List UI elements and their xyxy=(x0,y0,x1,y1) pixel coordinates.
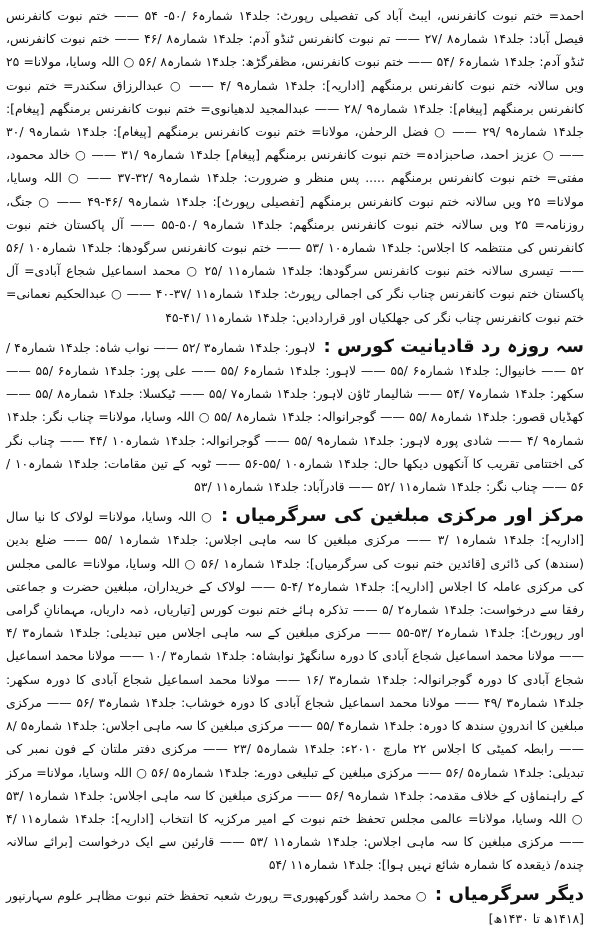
course-entries: لاہور: جلد۱۴ شمارہ۳ /۵۲ —— نواب شاہ: جلد۱۴ شمارہ۴ /۵۲ —— خانیوال: جلد۱۴ شمارہ۶ /۵۵ —— لاہور: جلد۱۴ شمارہ۶ /۵۵ —— علی پور: جلد۱۴ شمارہ۶ /۵۵ —— سکھر: جلد۱۴ شمارہ۷ /۵۴ —— شالیمار ٹاؤن لاہور: جلد۱۴ شمارہ۷ /۵۵ —— ٹیکسلا: جلد۱۴ شمارہ۸ /۵۵ —— کھڈیاں قصور: جلد۱۴ شمارہ۸ /۵۵ —— گوجرانوالہ: جلد۱۴ شمارہ۸ /۵۵ ○ اللہ وسایا، مولانا= چناب نگر: جلد۱۴ شمارہ۹ /۴ —— شادی پورہ لاہور: جلد۱۴ شمارہ۹ /۵۵ —— گوجرانوالہ: جلد۱۴ شمارہ۱۰ /۴۴ —— چناب نگر کی اختتامی تقریب کا آنکھوں دیکھا حال: جلد۱۴ شمارہ۱۰ /۵۵-۵۶ —— ٹوبہ کے تین مقامات: جلد۱۴ شمارہ۱۰ /۵۶ —— چناب نگر: جلد۱۴ شمارہ۱۱ /۵۲ —— قادرآباد: جلد۱۴ شمارہ۱۱ /۵۳ xyxy=(6,339,584,495)
index-page xyxy=(6,4,584,940)
center-activities-entries: ○ اللہ وسایا، مولانا= لولاک کا نیا سال [اداریہ]: جلد۱۴ شمارہ۱ /۳ —— مرکزی مبلغین کا سہ ماہی اجلاس: جلد۱۴ شمارہ۱ /۵۵ —— ضلع بدین (سندھ) کی ڈائری [قائدین ختم نبوت کی سرگرمیاں]: جلد۱۴ شمارہ۱ /۵۶ ○ اللہ وسایا، مولانا= عالمی مجلس کی مرکزی عاملہ کا اجلاس [اداریہ]: جلد۱۴ شمارہ۲ /۴-۵ —— لولاک کے خریداران، مبلغین حضرت و جماعتی رفقا سے درخواست: جلد۱۴ شمارہ۲ /۵ —— تذکرہ ہائے ختم نبوت کورس [تیاریاں، ذمہ داریاں، مہمانانِ گرامی اور رپورٹ]: جلد۱۴ شمارہ۲ /۵۳-۵۵ —— مرکزی مبلغین کے سہ ماہی اجلاس میں تبدیلی: جلد۱۴ شمارہ۳ /۴ —— مولانا محمد اسماعیل شجاع آبادی کا دورہ سانگھڑ نوابشاہ: جلد۱۴ شمارہ۳ /۱۰ —— مولانا محمد اسماعیل شجاع آبادی کا دورہ گوجرانوالہ: جلد۱۴ شمارہ۳ /۱۶ —— مولانا محمد اسماعیل شجاع آبادی کا دورہ سکھر: جلد۱۴ شمارہ۳ /۴۹ —— مولانا محمد اسماعیل شجاع آبادی کا دورہ خوشاب: جلد۱۴ شمارہ۳ /۵۶ —— مرکزی مبلغین کا اندرونِ سندھ کا دورہ: جلد۱۴ شمارہ۴ /۵۵ —— مرکزی مبلغین کا سہ ماہی اجلاس: جلد۱۴ شمارہ۵ /۸ —— رابطہ کمیٹی کا اجلاس ۲۲ مارچ ۲۰۱۰ء: جلد۱۴ شمارہ۵ /۲۳ —— مرکزی دفتر ملتان کے فون نمبر کی تبدیلی: جلد۱۴ شمارہ۵ /۵۶ —— مرکزی مبلغین کے تبلیغی دورے: جلد۱۴ شمارہ۵ /۵۶ ○ اللہ وسایا، مولانا= مرکز کے راہنماؤں کے خلاف مقدمہ: جلد۱۴ شمارہ۹ /۵۶ —— مرکزی مبلغین کا سہ ماہی اجلاس: جلد۱۴ شمارہ۱ /۵۳ ○ اللہ وسایا، مولانا= عالمی مجلس تحفظ ختم نبوت کے امیر مرکزیہ کا انتخاب [اداریہ]: جلد۱۴ شمارہ۱۱ /۴ —— مرکزی مبلغین کا سہ ماہی اجلاس: جلد۱۴ شمارہ۱۱ /۵۳ —— قارئین سے ایک درخواست [برائے سالانہ چندہ/ ذیقعدہ کا شمارہ شائع نہیں ہوا]: جلد۱۴ شمارہ۱۱ /۵۴ xyxy=(6,509,584,873)
course-heading: سہ روزہ رد قادیانیت کورس : xyxy=(323,335,584,357)
other-activities-entries: ○ محمد راشد گورکھپوری= رپورٹ شعبہ تحفظ ختم نبوت مظاہر علوم سہارنپور [۱۴۱۸ھ تا ۱۴۳۰ھ] xyxy=(6,887,584,926)
course-section xyxy=(6,335,584,498)
other-activities-heading: دیگر سرگرمیاں : xyxy=(434,883,584,905)
conferences-entries: احمد= ختم نبوت کانفرنس، ایبٹ آباد کی تفصیلی رپورٹ: جلد۱۴ شمارہ۶ /۵۰- ۵۴ —— ختم نبوت کانفرنس فیصل آباد: جلد۱۴ شمارہ۸ /۲۷ —— تم نبوت کانفرنس ٹنڈو آدم: جلد۱۴ شمارہ۸ /۴۶ —— ختم نبوت کانفرنس، ٹنڈو آدم: جلد۱۴ شمارہ۶ /۵۴ —— ختم نبوت کانفرنس، مظفرگڑھ: جلد۱۴ شمارہ۸ /۵۶ ○ اللہ وسایا، مولانا= ۲۵ ویں سالانہ ختم نبوت کانفرنس برمنگھم [اداریہ]: جلد۱۴ شمارہ۹ /۴ —— ○ عبدالرزاق سکندر= ختم نبوت کانفرنس برمنگھم [پیغام]: جلد۱۴ شمارہ۹ /۲۸ —— عبدالمجید لدھیانوی= ختم نبوت کانفرنس برمنگھم [پیغام]: جلد۱۴ شمارہ۹ /۲۹ —— ○ فضل الرحمٰن، مولانا= ختم نبوت کانفرنس برمنگھم [پیغام]: جلد۱۴ شمارہ۹ /۳۰ —— ○ عزیز احمد، صاحبزادہ= ختم نبوت کانفرنس برمنگھم [پیغام] جلد۱۴ شمارہ۹ /۳۱ —— ○ خالد محمود، مفتی= ختم نبوت کانفرنس برمنگھم ..... پس منظر و ضرورت: جلد۱۴ شمارہ۹ /۳۲-۳۷ —— ○ اللہ وسایا، مولانا= ۲۵ ویں سالانہ ختم نبوت کانفرنس برمنگھم [تفصیلی رپورٹ]: جلد۱۴ شمارہ۹ /۴۶-۴۹ —— ○ جنگ، روزنامہ= ۲۵ ویں سالانہ ختم نبوت کانفرنس برمنگھم: جلد۱۴ شمارہ۹ /۵۰-۵۵ —— آل پاکستان ختم نبوت کانفرنس کی منتظمہ کا اجلاس: جلد۱۴ شمارہ۱۰ /۵۳ —— ختم نبوت کانفرنس سرگودھا: جلد۱۴ شمارہ۱۰ /۵۶ —— تیسری سالانہ ختم نبوت کانفرنس سرگودھا: جلد۱۴ شمارہ۱۱ /۲۵ ○ محمد اسماعیل شجاع آبادی= آل پاکستان ختم نبوت کانفرنس چناب نگر کی اجمالی رپورٹ: جلد۱۴ شمارہ۱۱ /۳۷-۴۰ —— ○ عبدالحکیم نعمانی= ختم نبوت کانفرنس چناب نگر کی جھلکیاں اور قراردادیں: جلد۱۴ شمارہ۱۱ /۴۱-۴۵ xyxy=(6,8,584,325)
center-activities-heading: مرکز اور مرکزی مبلغین کی سرگرمیاں : xyxy=(220,505,584,527)
center-section xyxy=(6,504,584,876)
other-section xyxy=(6,883,584,930)
